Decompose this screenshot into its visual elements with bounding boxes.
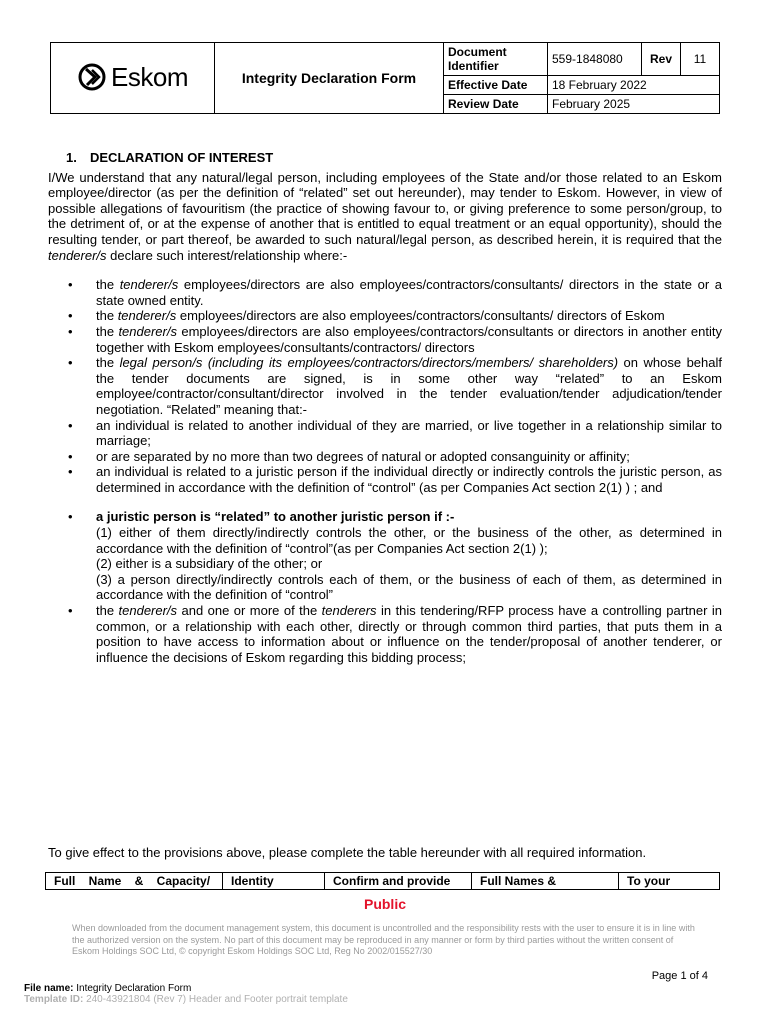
document-body <box>48 150 722 665</box>
list-item: • the tenderer/s employees/directors are also employees/contractors/consultants/ directors in the state or a state owned entity. <box>48 277 722 308</box>
list-item: • the tenderer/s employees/directors are also employees/contractors/consultants or directors in another entity together with Eskom employees/consultants/contractors/ directors <box>48 324 722 355</box>
rev-value: 11 <box>681 43 720 76</box>
rev-label: Rev <box>642 43 681 76</box>
logo-cell <box>51 43 215 114</box>
review-date-label: Review Date <box>444 95 548 114</box>
col-header-name: Full Name & Capacity/ <box>46 873 223 890</box>
logo-wordmark: Eskom <box>111 61 188 92</box>
eskom-logo <box>77 62 188 93</box>
file-name: File name: Integrity Declaration Form <box>24 983 192 994</box>
effective-date-value: 18 February 2022 <box>548 76 720 95</box>
effective-date-label: Effective Date <box>444 76 548 95</box>
list-item: • an individual is related to another individual of they are married, or live together in a relationship similar to marriage; <box>48 418 722 449</box>
table-instructions: To give effect to the provisions above, please complete the table hereunder with all required information. <box>48 845 647 860</box>
classification-label: Public <box>363 896 406 912</box>
doc-id-value: 559-1848080 <box>548 43 642 76</box>
review-date-value: February 2025 <box>548 95 720 114</box>
col-header-identity: Identity <box>223 873 325 890</box>
section-number: 1. <box>66 150 77 165</box>
form-title: Integrity Declaration Form <box>215 43 444 114</box>
col-header-confirm: Confirm and provide <box>325 873 472 890</box>
page-number: Page 1 of 4 <box>651 970 708 982</box>
document-header-table <box>50 42 720 114</box>
col-header-full-names: Full Names & <box>472 873 619 890</box>
intro-paragraph <box>48 170 722 264</box>
disclaimer-text: When downloaded from the document management system, this document is uncontrolled and the responsibility rests with the user to ensure it is in line with the authorized version on the system. No part of this document may be reproduced in any manner or form by third parties without the written consent of Eskom Holdings SOC Ltd, © copyright Eskom Holdings SOC Ltd, Reg No 2002/015527/30 <box>72 923 695 956</box>
intro-text: I/We understand that any natural/legal person, including employees of the State and/or those related to an Eskom employee/director (as per the definition of “related” set out hereunder), may tender to Eskom. However, in view of possible allegations of favouritism (the practice of showing favour to, or giving preference to some person/group, to the detriment of, or at the expense of another that is entitled to equal treatment or an equal opportunity), should the resulting tender, or part thereof, be awarded to such natural/legal person, as described herein, it is required that the <box>48 169 722 247</box>
eskom-emblem-icon <box>77 63 107 91</box>
declaration-table-header <box>45 872 720 890</box>
list-item: • the legal person/s (including its employees/contractors/directors/members/ shareholders) on whose behalf the tender documents are signed, is in some other way “related” to an Eskom employee/contractor/consultant/director involved in the tender evaluation/tender adjudication/tender negotiation. “Related” meaning that:- <box>48 355 722 417</box>
list-item: • an individual is related to a juristic person if the individual directly or indirectly controls the juristic person, as determined in accordance with the definition of “control” (as per Companies Act section 2(1) ) ; and <box>48 464 722 495</box>
declaration-list <box>48 277 722 665</box>
intro-text-end: declare such interest/relationship where:- <box>106 247 348 263</box>
section-heading <box>66 150 722 166</box>
list-item: • the tenderer/s employees/directors are also employees/contractors/consultants/ directors of Eskom <box>48 308 722 324</box>
doc-id-label: Document Identifier <box>444 43 548 76</box>
list-item: • a juristic person is “related” to another juristic person if :- (1) either of them directly/indirectly controls the other, or the business of the other, as determined in accordance with the definition of “control”(as per Companies Act section 2(1) ); (2) either is a subsidiary of the other; or (3) a person directly/indirectly controls each of them, or the business of each of them, as determined in accordance with the definition of “control” <box>48 509 722 603</box>
list-item: • or are separated by no more than two degrees of natural or adopted consanguinity or affinity; <box>48 449 722 465</box>
intro-italic: tenderer/s <box>48 247 107 263</box>
list-item: • the tenderer/s and one or more of the tenderers in this tendering/RFP process have a controlling partner in common, or a relationship with each other, directly or through common third parties, that puts them in a position to have access to information about or influence on the tender/proposal of another tenderer, or influence the decisions of Eskom regarding this bidding process; <box>48 603 722 665</box>
template-id: Template ID: 240-43921804 (Rev 7) Header and Footer portrait template <box>24 994 348 1005</box>
col-header-to-your: To your <box>619 873 720 890</box>
section-title: DECLARATION OF INTEREST <box>90 150 274 165</box>
